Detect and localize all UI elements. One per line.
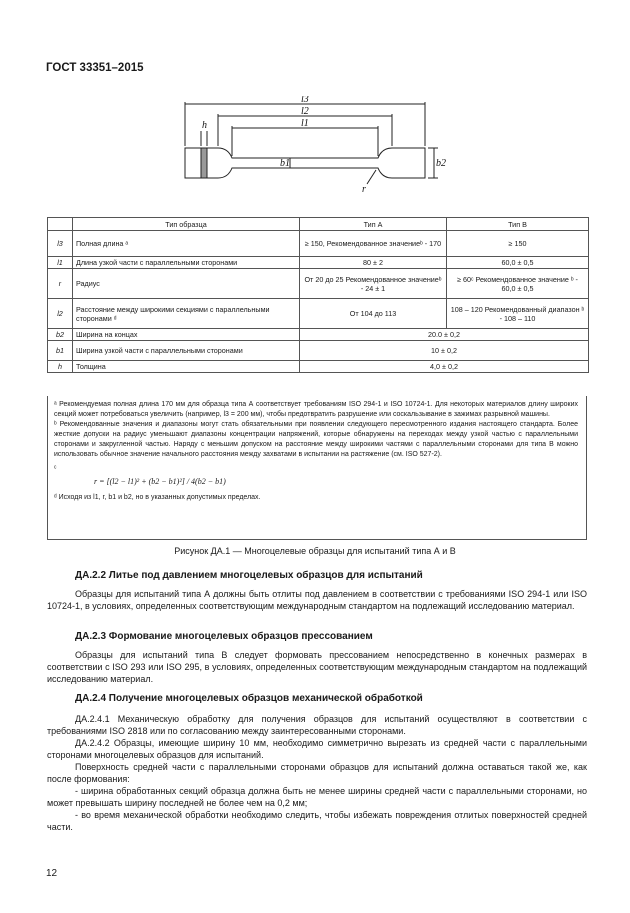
label-h: h bbox=[202, 120, 207, 131]
standard-header: ГОСТ 33351–2015 bbox=[46, 62, 144, 74]
section-text: Образцы для испытаний типа В следует формовать прессованием непосредственно в конечных размерах в соответствии с ISO 293 или ISO 295, в условиях, определенных соответствующим международным стандартом на подлежащий исследованию материал. bbox=[47, 650, 587, 684]
table-row: l3 Полная длина ᵃ ≥ 150, Рекомендованное значениеᵇ - 170 ≥ 150 bbox=[48, 231, 589, 257]
page-number: 12 bbox=[46, 868, 58, 879]
section-title: ДА.2.3 Формование многоцелевых образцов прессованием bbox=[75, 631, 373, 642]
table-row: r Радиус От 20 до 25 Рекомендованное значениеᵇ - 24 ± 1 ≥ 60ᶜ Рекомендованное значение ᵇ - 60,0 ± 0,5 bbox=[48, 269, 589, 299]
dimensions-table bbox=[47, 217, 589, 373]
footnote-b: ᵇ Рекомендованные значения и диапазоны могут стать обязательными при появлении следующего пересмотренного издания настоящего стандарта. Более жесткие допуски на радиус уменьшают диапазоны концентрации напряжений, которые обнаружены на переходах между узкой частью с параллельными сторонами и закругленной частью. Наряду с меньшим допуском на расстояние между широкими частями с параллельными сторонами для типа В можно использовать обычное значение начального расстояния между захватами в испытании на растяжение (см. ISO 527-2). bbox=[54, 421, 578, 458]
footnote-a: ᵃ Рекомендуемая полная длина 170 мм для образца типа А соответствует требованиям ISO 294-1 и ISO 10724-1. Для некоторых материалов длину широких секций может потребоваться увеличить (например, l3 = 200 мм), чтобы предотвратить разрушение или соскальзывание в зажимах разрывной машины. bbox=[54, 401, 578, 418]
formula: r = [(l2 − l1)² + (b2 − b1)²] / 4(b2 − b1) bbox=[94, 477, 226, 486]
section-text: - ширина обработанных секций образца должна быть не менее ширины средней части с параллельными сторонами, но может превышать ширину последней не более чем на 0,2 мм; bbox=[47, 786, 587, 808]
col-type-a: Тип А bbox=[300, 218, 447, 231]
col-type: Тип образца bbox=[73, 218, 300, 231]
label-b1: b1 bbox=[280, 158, 290, 169]
table-row: h Толщина 4,0 ± 0,2 bbox=[48, 361, 589, 373]
table-footnotes bbox=[47, 396, 587, 540]
table-row: b2 Ширина на концах 20.0 ± 0,2 bbox=[48, 329, 589, 341]
section-title: ДА.2.2 Литье под давлением многоцелевых образцов для испытаний bbox=[75, 570, 423, 581]
col-symbol bbox=[48, 218, 73, 231]
section-text: ДА.2.4.2 Образцы, имеющие ширину 10 мм, необходимо симметрично вырезать из средней части с параллельными сторонами многоцелевых образцов для испытаний. bbox=[47, 738, 587, 760]
table-row: l2 Расстояние между широкими секциями с параллельными сторонами ᵈ От 104 до 113 108 – 120 Рекомендованный диапазон ᵇ - 108 – 110 bbox=[48, 299, 589, 329]
section-title: ДА.2.4 Получение многоцелевых образцов механической обработкой bbox=[75, 693, 423, 704]
section-text: Образцы для испытаний типа А должны быть отлиты под давлением в соответствии с требованиями ISO 294-1 или ISO 10724-1, в условиях, определенных соответствующим международным стандартом на подлежащий исследованию материал. bbox=[47, 589, 587, 611]
table-header-row bbox=[48, 218, 589, 231]
label-l2: l2 bbox=[301, 106, 309, 117]
section-text: Поверхность средней части с параллельными сторонами образцов для испытаний должна оставаться такой же, как после формования: bbox=[47, 762, 587, 784]
label-b2: b2 bbox=[436, 158, 446, 169]
footnote-d: ᵈ Исходя из l1, r, b1 и b2, но в указанных допустимых пределах. bbox=[54, 494, 261, 501]
footnote-c: ᶜ bbox=[54, 465, 57, 472]
label-r: r bbox=[362, 184, 366, 195]
col-type-b: Тип В bbox=[447, 218, 589, 231]
table-row: b1 Ширина узкой части с параллельными сторонами 10 ± 0,2 bbox=[48, 341, 589, 361]
label-l3: l3 bbox=[301, 96, 309, 105]
section-text: ДА.2.4.1 Механическую обработку для получения образцов для испытаний осуществляют в соответствии с требованиями ISO 2818 или по согласованию между заинтересованными сторонами. bbox=[47, 714, 587, 736]
section-text: - во время механической обработки необходимо следить, чтобы избежать повреждения отлитых поверхностей средней части. bbox=[47, 810, 587, 832]
label-l1: l1 bbox=[301, 118, 309, 129]
figure-caption: Рисунок ДА.1 — Многоцелевые образцы для испытаний типа А и В bbox=[174, 546, 456, 556]
specimen-drawing bbox=[170, 96, 450, 214]
table-row: l1 Длина узкой части с параллельными сторонами 80 ± 2 60,0 ± 0,5 bbox=[48, 257, 589, 269]
